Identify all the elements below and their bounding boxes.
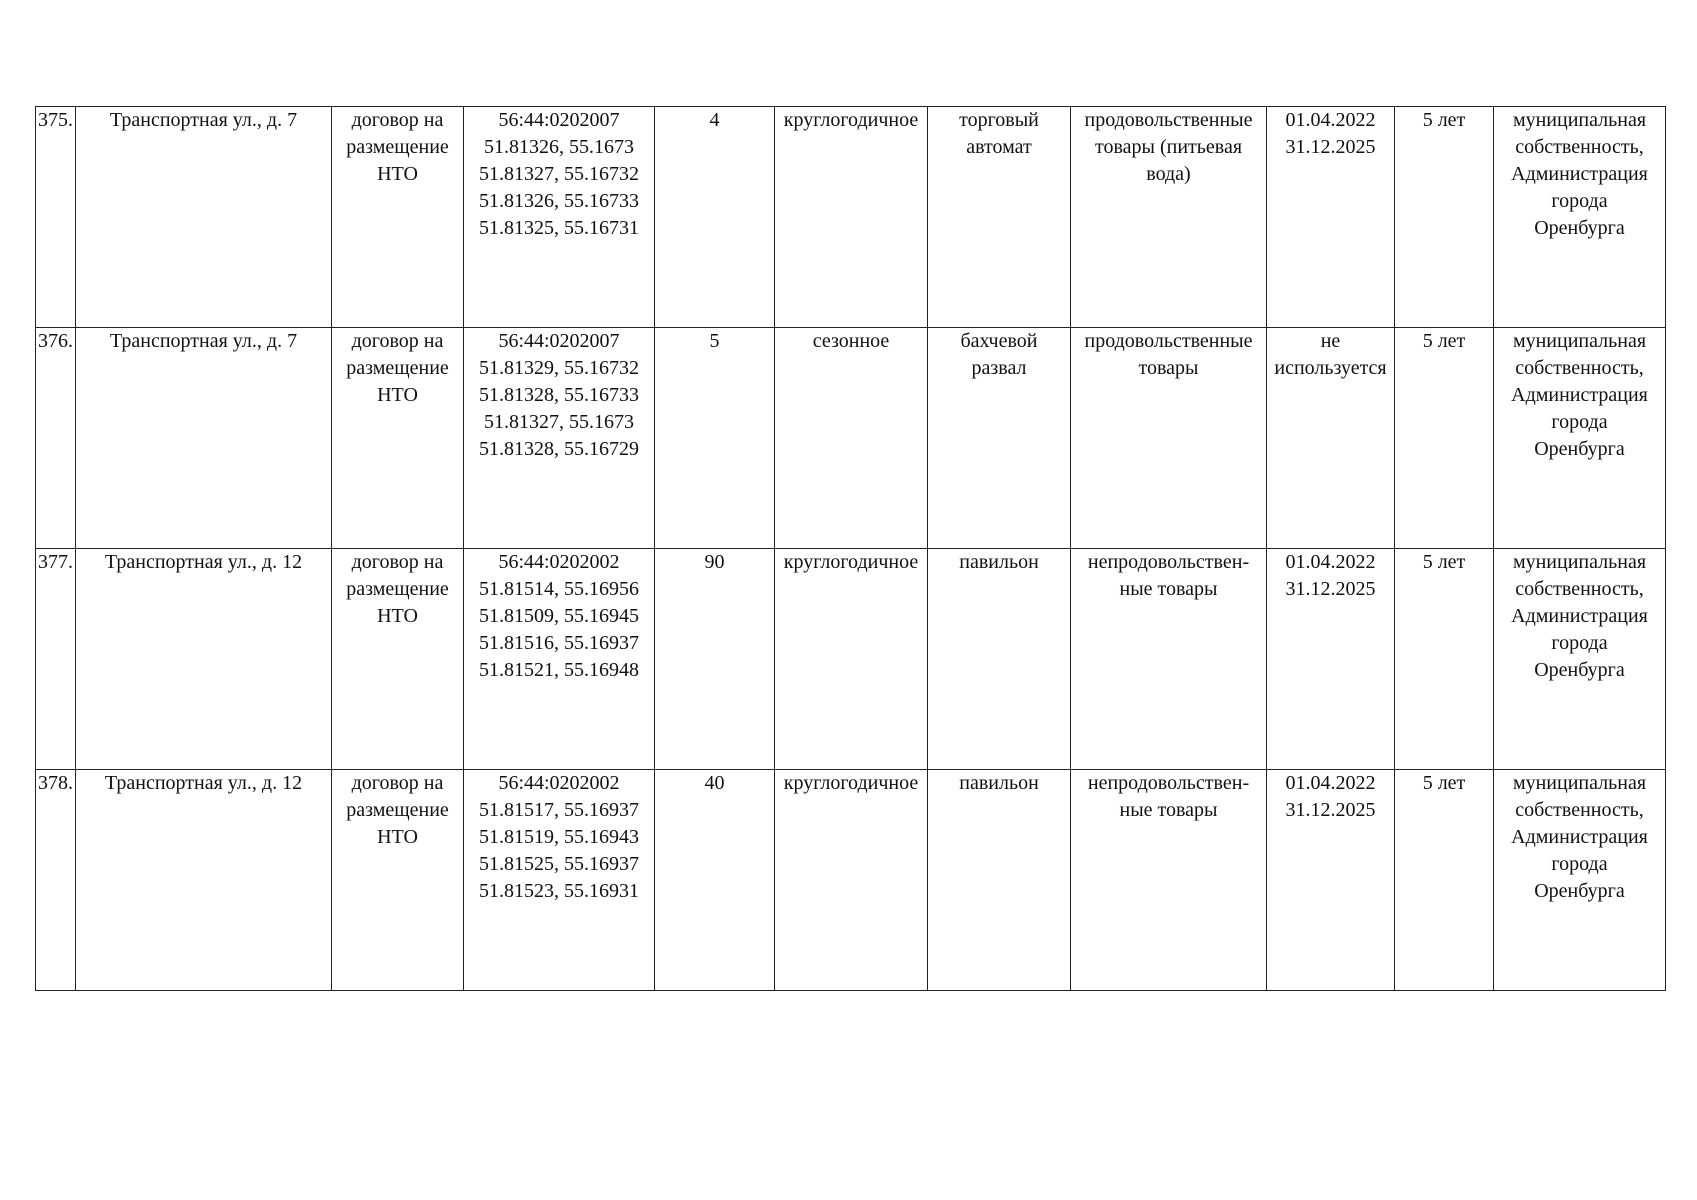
term-cell [1395, 549, 1494, 770]
operation-mode-text: сезонное [812, 330, 890, 352]
coordinates-cell [464, 770, 655, 991]
operation-mode-text: круглогодичное [783, 551, 919, 573]
owner-line: собственность, [1515, 578, 1644, 600]
object-type-cell [928, 328, 1071, 549]
owner-line: Оренбурга [1534, 438, 1625, 460]
area-cell [655, 107, 775, 328]
operation-mode-text: круглогодичное [783, 772, 919, 794]
goods-cell [1071, 328, 1267, 549]
term-text: 5 лет [1422, 109, 1466, 131]
table-row [36, 107, 1666, 328]
row-number [36, 549, 76, 770]
row-number [36, 328, 76, 549]
object-type-line: бахчевой [960, 330, 1038, 352]
operation-mode-cell [775, 770, 928, 991]
address-cell [76, 107, 332, 328]
coordinate-pair: 51.81327, 55.16732 [479, 163, 639, 185]
term-cell [1395, 770, 1494, 991]
period-line: 01.04.2022 [1285, 109, 1376, 131]
area-value: 40 [704, 772, 725, 794]
contract-line: размещение [346, 799, 449, 821]
term-cell [1395, 107, 1494, 328]
period-line: 31.12.2025 [1285, 578, 1376, 600]
table-row [36, 549, 1666, 770]
goods-line: товары [1138, 357, 1199, 379]
address-text: Транспортная ул., д. 12 [104, 551, 303, 573]
owner-line: города [1551, 853, 1608, 875]
row-number-text: 377. [38, 551, 73, 573]
row-number-text: 376. [38, 330, 73, 352]
term-text: 5 лет [1422, 330, 1466, 352]
coordinate-pair: 51.81519, 55.16943 [479, 826, 639, 848]
cadastral-number: 56:44:0202002 [498, 772, 620, 794]
period-cell [1267, 549, 1395, 770]
coordinate-pair: 51.81328, 55.16729 [479, 438, 639, 460]
period-line: 31.12.2025 [1285, 799, 1376, 821]
contract-line: размещение [346, 578, 449, 600]
object-type-line: развал [971, 357, 1027, 379]
contract-line: договор на [351, 109, 444, 131]
coordinate-pair: 51.81517, 55.16937 [479, 799, 639, 821]
owner-cell [1494, 107, 1666, 328]
contract-cell [332, 107, 464, 328]
area-cell [655, 549, 775, 770]
area-value: 4 [709, 109, 720, 131]
coordinate-pair: 51.81525, 55.16937 [479, 853, 639, 875]
period-line: используется [1274, 357, 1387, 379]
owner-line: Оренбурга [1534, 880, 1625, 902]
area-cell [655, 328, 775, 549]
coordinate-pair: 51.81328, 55.16733 [479, 384, 639, 406]
period-line: 01.04.2022 [1285, 551, 1376, 573]
owner-line: Оренбурга [1534, 659, 1625, 681]
goods-line: вода) [1146, 163, 1191, 185]
owner-line: Администрация [1511, 384, 1648, 406]
address-text: Транспортная ул., д. 7 [109, 109, 298, 131]
owner-cell [1494, 328, 1666, 549]
contract-line: НТО [377, 163, 418, 185]
contract-line: НТО [377, 384, 418, 406]
owner-cell [1494, 770, 1666, 991]
goods-cell [1071, 770, 1267, 991]
owner-line: Администрация [1511, 163, 1648, 185]
owner-line: муниципальная [1512, 772, 1647, 794]
goods-line: продовольственные [1084, 330, 1253, 352]
contract-line: договор на [351, 330, 444, 352]
owner-line: собственность, [1515, 799, 1644, 821]
goods-line: непродовольствен- [1087, 772, 1250, 794]
area-value: 90 [704, 551, 725, 573]
goods-line: ные товары [1119, 578, 1218, 600]
term-text: 5 лет [1422, 772, 1466, 794]
operation-mode-cell [775, 328, 928, 549]
address-cell [76, 328, 332, 549]
coordinate-pair: 51.81509, 55.16945 [479, 605, 639, 627]
coordinate-pair: 51.81523, 55.16931 [479, 880, 639, 902]
area-value: 5 [709, 330, 720, 352]
owner-line: муниципальная [1512, 551, 1647, 573]
object-type-line: автомат [966, 136, 1032, 158]
area-cell [655, 770, 775, 991]
term-text: 5 лет [1422, 551, 1466, 573]
owner-line: города [1551, 411, 1608, 433]
row-number [36, 107, 76, 328]
owner-line: собственность, [1515, 136, 1644, 158]
registry-body [36, 107, 1666, 991]
contract-cell [332, 328, 464, 549]
address-text: Транспортная ул., д. 7 [109, 330, 298, 352]
coordinates-cell [464, 549, 655, 770]
coordinates-cell [464, 328, 655, 549]
row-number-text: 378. [38, 772, 73, 794]
object-type-line: торговый [959, 109, 1039, 131]
period-line: 31.12.2025 [1285, 136, 1376, 158]
coordinate-pair: 51.81521, 55.16948 [479, 659, 639, 681]
object-type-cell [928, 107, 1071, 328]
object-type-line: павильон [959, 551, 1039, 573]
coordinate-pair: 51.81514, 55.16956 [479, 578, 639, 600]
contract-cell [332, 770, 464, 991]
period-cell [1267, 328, 1395, 549]
contract-line: НТО [377, 605, 418, 627]
coordinate-pair: 51.81325, 55.16731 [479, 217, 639, 239]
row-number [36, 770, 76, 991]
goods-cell [1071, 107, 1267, 328]
goods-line: ные товары [1119, 799, 1218, 821]
goods-line: товары (питьевая [1094, 136, 1243, 158]
owner-line: собственность, [1515, 357, 1644, 379]
owner-line: Администрация [1511, 826, 1648, 848]
period-line: 01.04.2022 [1285, 772, 1376, 794]
row-number-text: 375. [38, 109, 73, 131]
owner-line: Администрация [1511, 605, 1648, 627]
coordinate-pair: 51.81326, 55.1673 [484, 136, 634, 158]
owner-line: города [1551, 632, 1608, 654]
goods-line: непродовольствен- [1087, 551, 1250, 573]
address-text: Транспортная ул., д. 12 [104, 772, 303, 794]
contract-line: НТО [377, 826, 418, 848]
coordinate-pair: 51.81516, 55.16937 [479, 632, 639, 654]
coordinate-pair: 51.81329, 55.16732 [479, 357, 639, 379]
goods-cell [1071, 549, 1267, 770]
coordinate-pair: 51.81326, 55.16733 [479, 190, 639, 212]
object-type-cell [928, 549, 1071, 770]
nto-registry-table [35, 106, 1666, 991]
table-row [36, 770, 1666, 991]
term-cell [1395, 328, 1494, 549]
contract-line: договор на [351, 551, 444, 573]
contract-line: размещение [346, 357, 449, 379]
table-row [36, 328, 1666, 549]
owner-line: города [1551, 190, 1608, 212]
object-type-line: павильон [959, 772, 1039, 794]
operation-mode-cell [775, 549, 928, 770]
cadastral-number: 56:44:0202007 [498, 109, 620, 131]
period-cell [1267, 107, 1395, 328]
registry-sheet [35, 106, 1665, 991]
contract-line: договор на [351, 772, 444, 794]
period-line: не [1320, 330, 1341, 352]
cadastral-number: 56:44:0202007 [498, 330, 620, 352]
goods-line: продовольственные [1084, 109, 1253, 131]
operation-mode-text: круглогодичное [783, 109, 919, 131]
owner-line: Оренбурга [1534, 217, 1625, 239]
contract-cell [332, 549, 464, 770]
object-type-cell [928, 770, 1071, 991]
owner-line: муниципальная [1512, 330, 1647, 352]
coordinates-cell [464, 107, 655, 328]
cadastral-number: 56:44:0202002 [498, 551, 620, 573]
operation-mode-cell [775, 107, 928, 328]
address-cell [76, 770, 332, 991]
owner-cell [1494, 549, 1666, 770]
contract-line: размещение [346, 136, 449, 158]
owner-line: муниципальная [1512, 109, 1647, 131]
coordinate-pair: 51.81327, 55.1673 [484, 411, 634, 433]
address-cell [76, 549, 332, 770]
period-cell [1267, 770, 1395, 991]
